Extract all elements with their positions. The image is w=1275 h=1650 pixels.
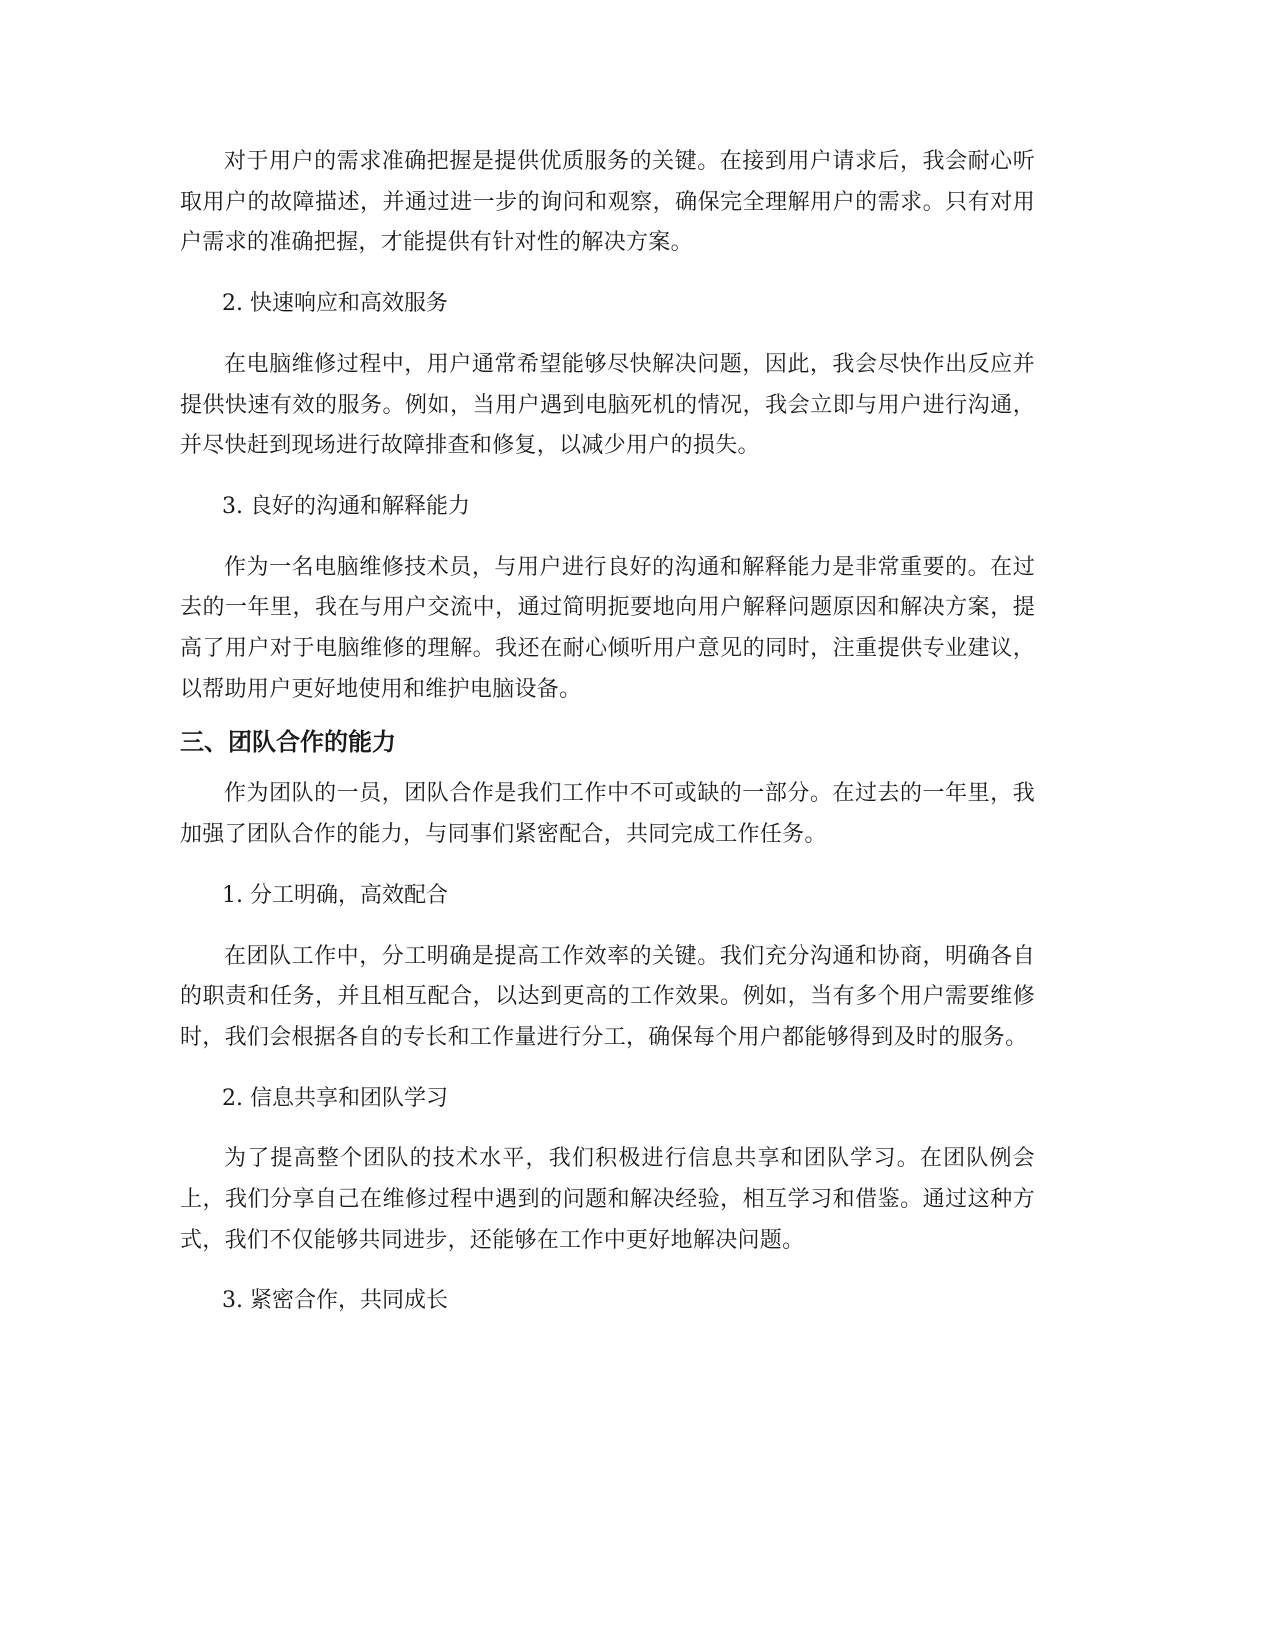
list-item-communication: 3. 良好的沟通和解释能力 bbox=[222, 493, 470, 519]
list-item-info-sharing: 2. 信息共享和团队学习 bbox=[222, 1085, 448, 1111]
list-item-fast-response: 2. 快速响应和高效服务 bbox=[222, 291, 448, 317]
paragraph-info-sharing: 为了提高整个团队的技术水平，我们积极进行信息共享和团队学习。在团队例会上，我们分享自己在维修过程中遇到的问题和解决经验，相互学习和借鉴。通过这种方式，我们不仅能够共同进步，还能够在工作中更好地解决问题。 bbox=[180, 1146, 1035, 1253]
list-item-close-cooperation: 3. 紧密合作，共同成长 bbox=[222, 1288, 448, 1314]
paragraph-communication: 作为一名电脑维修技术员，与用户进行良好的沟通和解释能力是非常重要的。在过去的一年里，我在与用户交流中，通过简明扼要地向用户解释问题原因和解决方案，提高了用户对于电脑维修的理解。我还在耐心倾听用户意见的同时，注重提供专业建议，以帮助用户更好地使用和维护电脑设备。 bbox=[180, 554, 1035, 702]
paragraph-fast-response: 在电脑维修过程中，用户通常希望能够尽快解决问题，因此，我会尽快作出反应并提供快速有效的服务。例如，当用户遇到电脑死机的情况，我会立即与用户进行沟通，并尽快赶到现场进行故障排查和修复，以减少用户的损失。 bbox=[180, 351, 1035, 459]
document-page bbox=[180, 142, 1035, 1322]
paragraph-teamwork-intro: 作为团队的一员，团队合作是我们工作中不可或缺的一部分。在过去的一年里，我加强了团队合作的能力，与同事们紧密配合，共同完成工作任务。 bbox=[180, 781, 1035, 848]
paragraph-user-needs: 对于用户的需求准确把握是提供优质服务的关键。在接到用户请求后，我会耐心听取用户的故障描述，并通过进一步的询问和观察，确保完全理解用户的需求。只有对用户需求的准确把握，才能提供有针对性的解决方案。 bbox=[180, 149, 1035, 256]
section-heading-teamwork: 三、团队合作的能力 bbox=[180, 728, 396, 757]
list-item-division-of-labor: 1. 分工明确，高效配合 bbox=[222, 882, 448, 908]
paragraph-division-of-labor: 在团队工作中，分工明确是提高工作效率的关键。我们充分沟通和协商，明确各自的职责和任务，并且相互配合，以达到更高的工作效果。例如，当有多个用户需要维修时，我们会根据各自的专长和工作量进行分工，确保每个用户都能够得到及时的服务。 bbox=[180, 943, 1035, 1050]
